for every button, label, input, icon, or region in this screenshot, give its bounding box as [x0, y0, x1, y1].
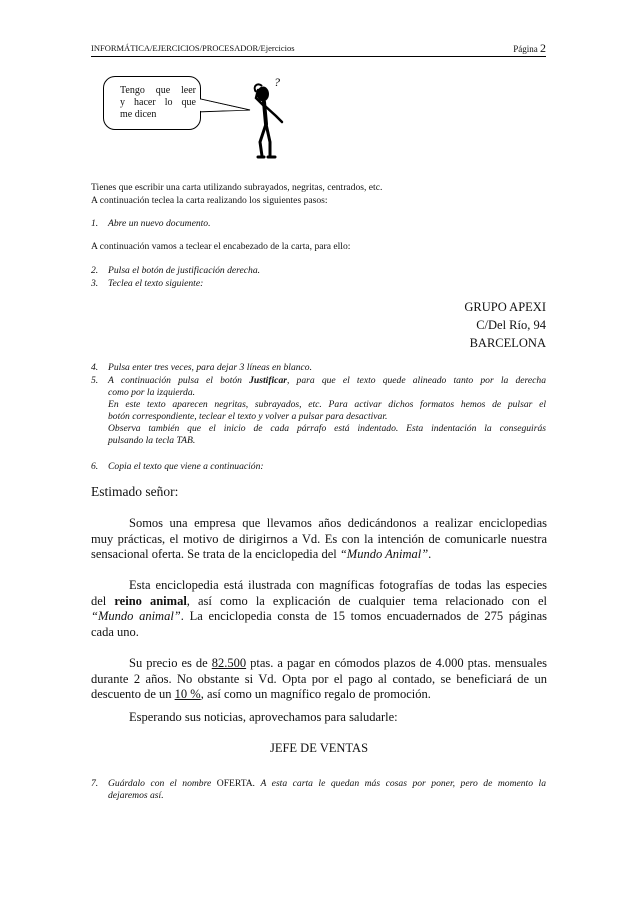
step-text: En este texto aparecen negritas, subrayados, etc. Para activar dichos formatos hemos de pulsar el: [108, 399, 546, 410]
step-text: Copia el texto que viene a continuación:: [108, 461, 264, 472]
text-part: Su precio es de: [129, 656, 212, 670]
step-text: Abre un nuevo documento.: [108, 218, 211, 229]
step-text: como por la izquierda.: [108, 387, 196, 398]
bubble-line: me dicen: [120, 109, 157, 120]
paragraph-line: [91, 547, 547, 563]
step-number: 3.: [91, 278, 99, 289]
paragraph-line: cada uno.: [91, 624, 139, 639]
file-name: OFERTA: [216, 778, 253, 789]
italic-title: “Mundo Animal”: [339, 547, 429, 561]
bold-phrase: reino animal: [114, 593, 187, 608]
letter-paragraph-4: [91, 710, 547, 726]
step-text-part: Guárdalo con el nombre: [108, 778, 217, 789]
step-number: 4.: [91, 362, 99, 373]
step-text: [108, 375, 546, 387]
page-label: Página: [513, 44, 538, 54]
letter-signature: JEFE DE VENTAS: [269, 741, 369, 755]
paragraph-line: [91, 594, 547, 610]
bold-word: Justificar: [249, 375, 287, 386]
letter-paragraph-2: [91, 578, 547, 640]
letter-paragraph-3: [91, 656, 547, 703]
thinking-person-icon: [248, 72, 298, 162]
paragraph-line: durante 2 años. No obstante si Vd. Opta por el pago al contado, se beneficiará de un: [91, 671, 547, 686]
step-text: Observa también que el inicio de cada párrafo está indentado. Esta indentación la conseguirás: [108, 423, 546, 434]
text-part: , así como la explicación de cualquier tema relacionado con el: [186, 593, 547, 608]
paragraph-line: [91, 687, 547, 703]
step-text: Teclea el texto siguiente:: [108, 278, 204, 289]
text-part: , así como un magnífico regalo de promoción.: [200, 687, 431, 701]
paragraph-line: muy prácticas, el motivo de dirigirnos a Vd. Es con la intención de comunicarle nuestra: [91, 531, 547, 546]
header-path: INFORMÁTICA/EJERCICIOS/PROCESADOR/Ejercicios: [91, 43, 295, 53]
step-text-part: A continuación pulsa el botón: [108, 375, 250, 386]
step-text: dejaremos así.: [108, 790, 164, 801]
address-line: BARCELONA: [469, 336, 546, 350]
address-block: [464, 300, 546, 351]
paragraph-line: Somos una empresa que llevamos años dedicándonos a realizar enciclopedias: [129, 516, 547, 530]
step-text: Pulsa enter tres veces, para dejar 3 líneas en blanco.: [108, 362, 313, 373]
step-text-part: , para que el texto quede alineado tanto por la derecha: [286, 375, 546, 386]
underlined-discount: 10 %: [174, 687, 201, 701]
page-number: 2: [540, 41, 546, 55]
text-part: . La enciclopedia consta de 15 tomos encuadernados de 275 páginas: [180, 609, 547, 623]
step-number: 6.: [91, 461, 99, 472]
intro-line-2: A continuación teclea la carta realizando los siguientes pasos:: [91, 195, 328, 206]
step-text-part: . A esta carta le quedan más cosas por poner, pero de momento la: [252, 778, 547, 789]
bubble-tail-cover: [0, 0, 638, 200]
step-number: 1.: [91, 218, 99, 229]
between-line: A continuación vamos a teclear el encabezado de la carta, para ello:: [91, 241, 351, 252]
text-part: sensacional oferta. Se trata de la enciclopedia del: [91, 547, 340, 561]
step-number: 2.: [91, 265, 99, 276]
step-number: 7.: [91, 778, 99, 789]
text-part: del: [91, 593, 115, 608]
text-part: ptas. a pagar en cómodos plazos de 4.000 ptas. mensuales: [246, 656, 547, 670]
letter-greeting: Estimado señor:: [91, 484, 179, 499]
step-text: Pulsa el botón de justificación derecha.: [108, 265, 261, 276]
address-line: GRUPO APEXI: [464, 300, 546, 314]
italic-title: “Mundo animal”: [91, 609, 181, 623]
step-text: pulsando la tecla TAB.: [108, 435, 196, 446]
text-part: .: [428, 547, 432, 561]
bubble-line: y hacer lo que: [120, 97, 196, 108]
step-number: 5.: [91, 375, 99, 386]
step-text: [108, 778, 546, 790]
step-text: botón correspondiente, teclear el texto y volver a pulsar para desactivar.: [108, 411, 388, 422]
paragraph-line: [91, 656, 547, 672]
intro-line-1: Tienes que escribir una carta utilizando subrayados, negritas, centrados, etc.: [91, 182, 383, 193]
bubble-line: Tengo que leer: [120, 85, 196, 96]
text-part: descuento de un: [91, 687, 175, 701]
address-line: C/Del Río, 94: [476, 318, 546, 332]
underlined-price: 82.500: [211, 656, 247, 670]
paragraph-line: Esta enciclopedia está ilustrada con magníficas fotografías de todas las especies: [129, 578, 547, 592]
question-mark: ?: [274, 75, 280, 89]
paragraph-line: [91, 609, 547, 625]
letter-paragraph-1: [91, 516, 547, 563]
paragraph-line: Esperando sus noticias, aprovechamos para saludarle:: [129, 710, 398, 724]
